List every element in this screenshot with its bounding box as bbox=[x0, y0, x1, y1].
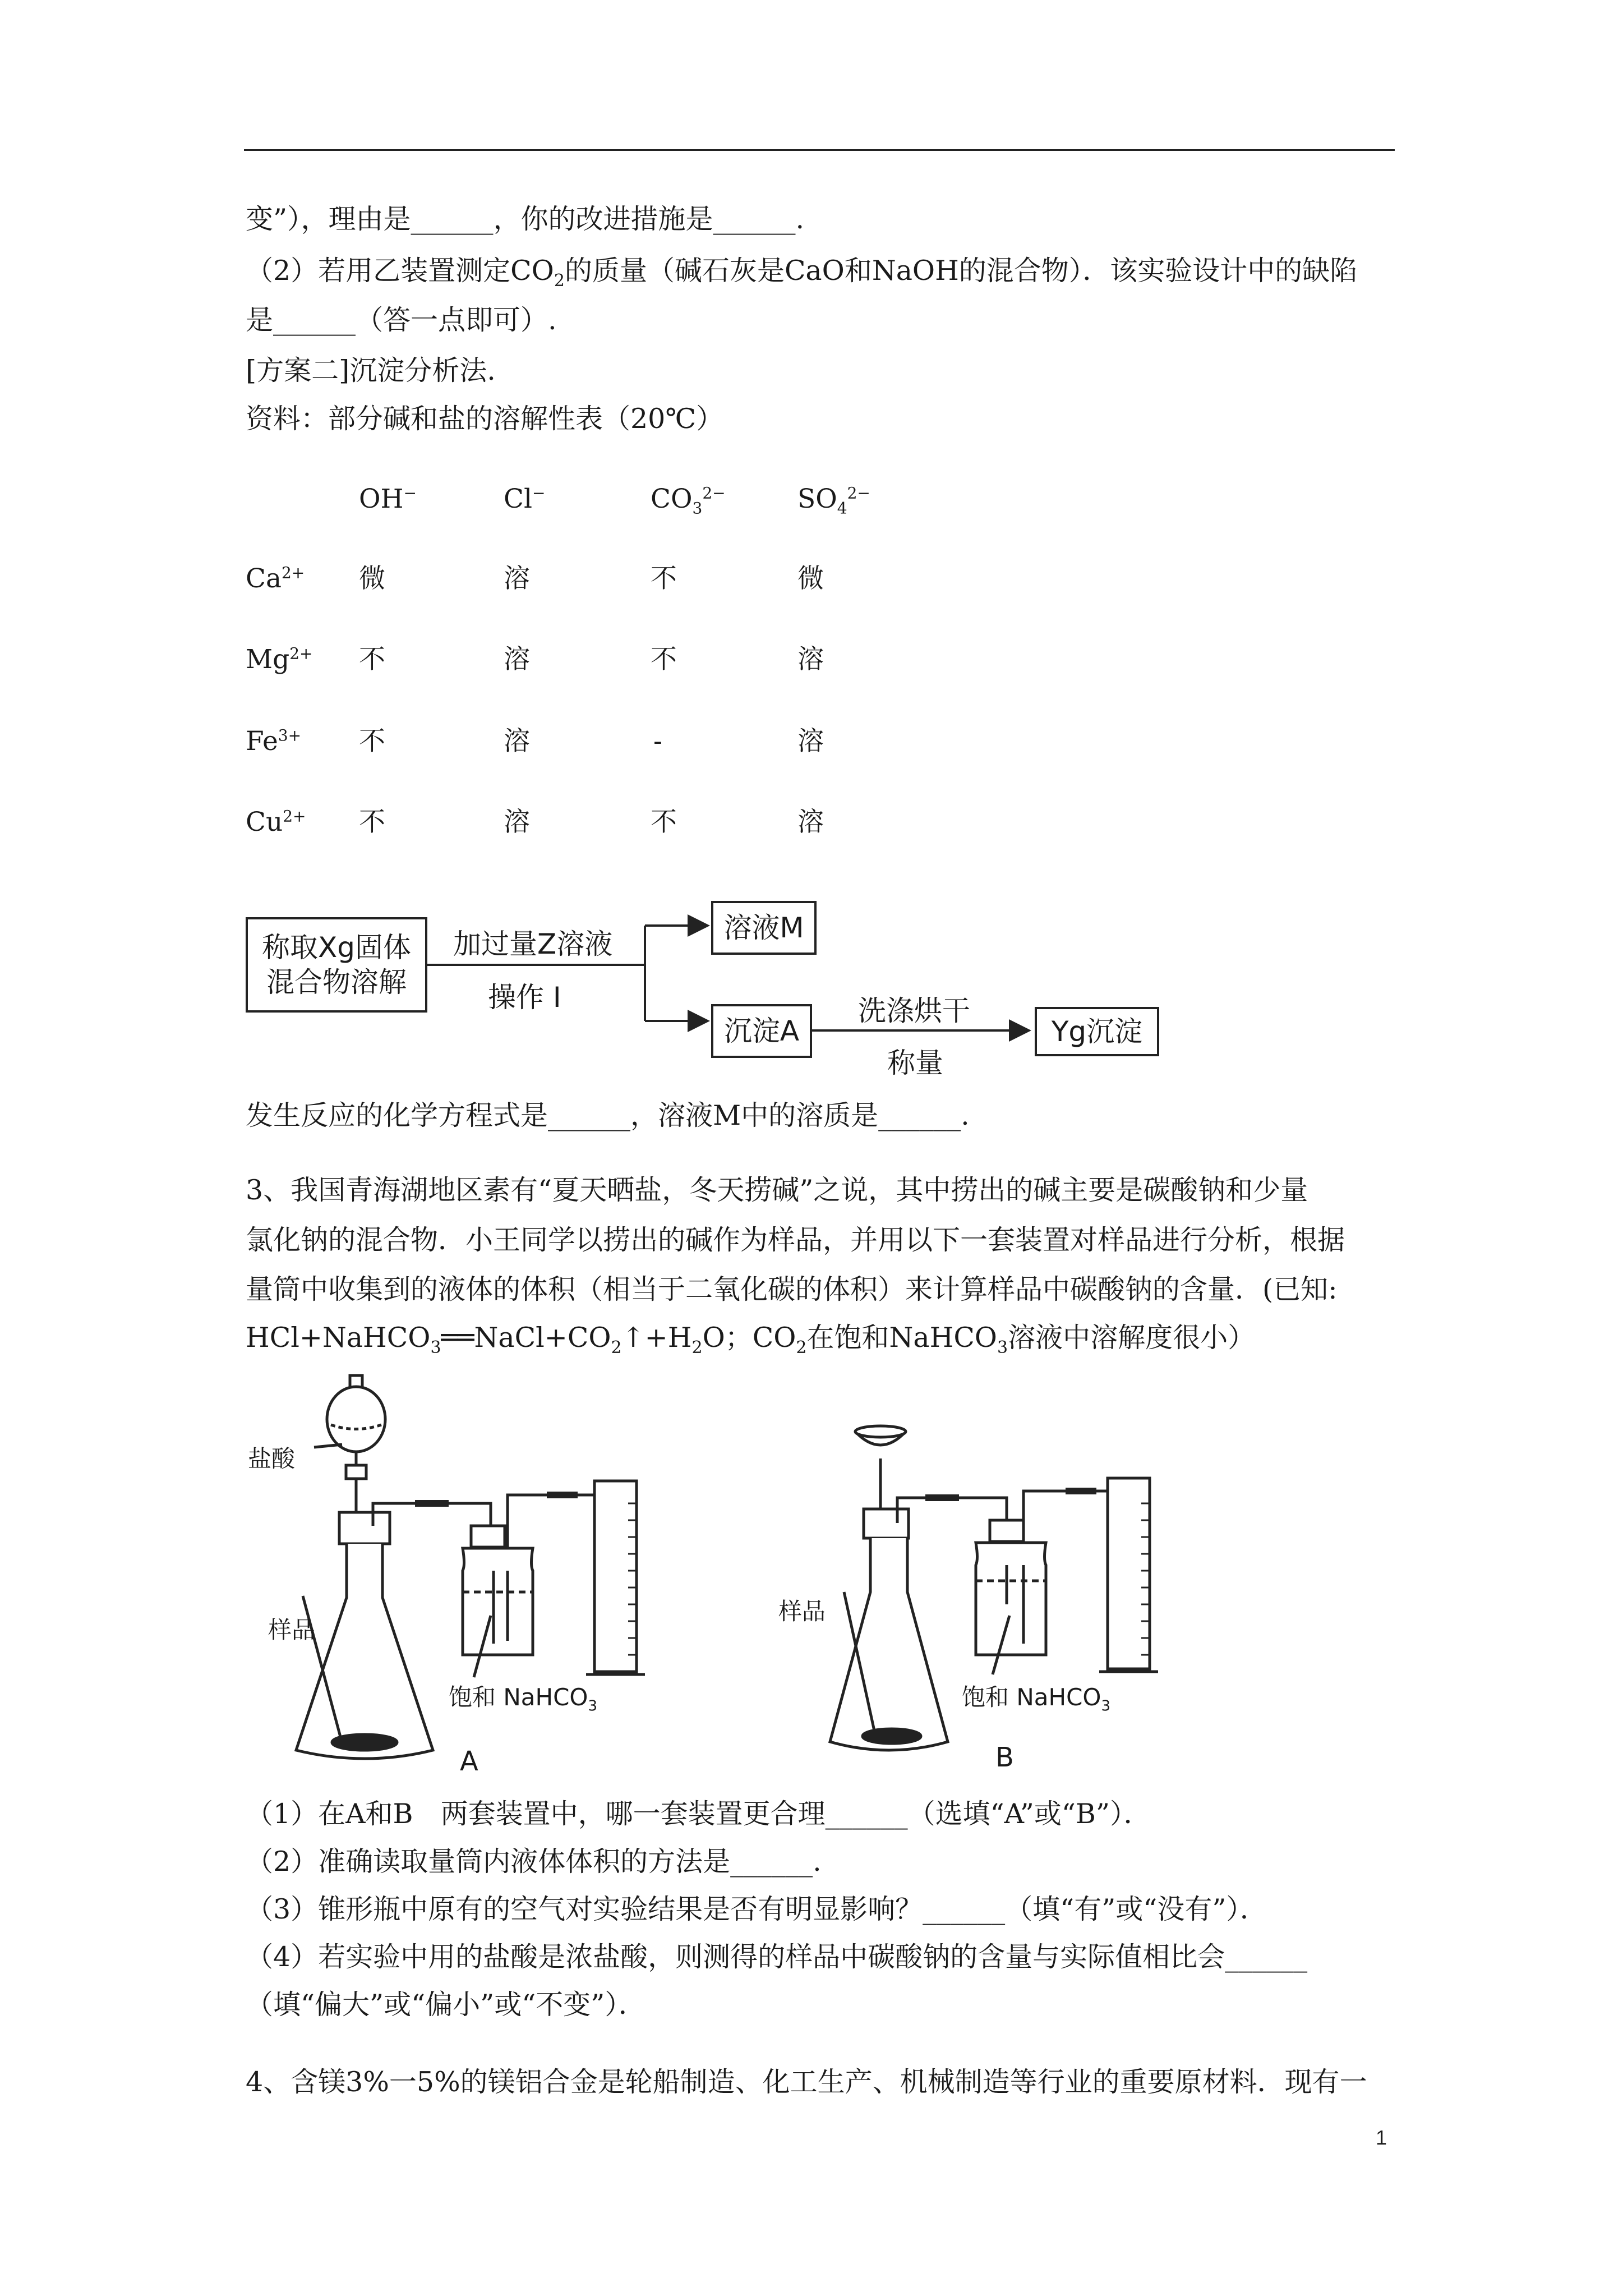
bottle-stopper-b bbox=[990, 1520, 1023, 1542]
label-sample-b: 样品 bbox=[778, 1598, 826, 1625]
table-header: OH− bbox=[359, 484, 417, 514]
gas-bottle-b bbox=[976, 1543, 1046, 1655]
text-line: 氯化钠的混合物．小王同学以捞出的碱作为样品，并用以下一套装置对样品进行分析，根据 bbox=[246, 1224, 1345, 1256]
table-cell: 溶 bbox=[797, 644, 824, 675]
sample-b bbox=[863, 1729, 921, 1743]
table-cell: - bbox=[653, 726, 662, 757]
table-cell: 溶 bbox=[797, 807, 824, 838]
flow-solution-box: 溶液M bbox=[711, 901, 817, 955]
measuring-cylinder-b bbox=[1108, 1478, 1150, 1669]
text-line: （1）在A和B 两套装置中，哪一套装置更合理______（选填“A”或“B”）． bbox=[246, 1798, 1151, 1830]
gas-bottle-a bbox=[463, 1548, 533, 1655]
flow-precip-box: 沉淀A bbox=[711, 1004, 812, 1058]
flow-result-box: Yg沉淀 bbox=[1035, 1007, 1159, 1056]
conical-flask-b bbox=[830, 1538, 948, 1750]
table-cell: 溶 bbox=[504, 807, 530, 838]
text-line: （2）准确读取量筒内液体体积的方法是______. bbox=[246, 1846, 822, 1878]
label-acid: 盐酸 bbox=[248, 1445, 296, 1473]
stopcock bbox=[346, 1465, 366, 1479]
text-line: [方案二]沉淀分析法. bbox=[246, 355, 496, 386]
text-line: 3、我国青海湖地区素有“夏天晒盐，冬天捞碱”之说，其中捞出的碱主要是碳酸钠和少量 bbox=[246, 1174, 1308, 1206]
flask-stopper-b bbox=[864, 1509, 909, 1538]
text-line: $HCl+NaHCO_3══NaCl+CO_2↑+H_2O$；$CO_2$在饱和NaHCO$_3$溶液中溶解度很小） bbox=[246, 1322, 1256, 1358]
text-line: 4、含镁3%一5%的镁铝合金是轮船制造、化工生产、机械制造等行业的重要原材料．现有一 bbox=[246, 2066, 1367, 2098]
table-cell: 不 bbox=[359, 807, 385, 838]
table-cell: 微 bbox=[359, 563, 385, 594]
table-cell: 溶 bbox=[504, 563, 530, 594]
label-saturated-b: 饱和 NaHCO$_3$ bbox=[962, 1683, 1111, 1715]
table-cell: 不 bbox=[651, 807, 677, 838]
label-saturated-a: 饱和 NaHCO$_3$ bbox=[449, 1683, 598, 1715]
flow-op-label: 操作 I bbox=[488, 981, 561, 1014]
table-cell: 微 bbox=[797, 563, 824, 594]
text-line: 是______（答一点即可）. bbox=[246, 304, 557, 336]
flow-start-box: 称取Xg固体 混合物溶解 bbox=[246, 917, 427, 1013]
table-row-ion: $Cu^{2+}$ bbox=[246, 807, 306, 838]
table-header: $SO_4^{2-}$ bbox=[797, 484, 870, 518]
table-header: $CO_3^{2-}$ bbox=[651, 484, 726, 518]
table-cell: 溶 bbox=[797, 726, 824, 757]
table-cell: 溶 bbox=[504, 644, 530, 675]
label-apparatus-a: A bbox=[460, 1746, 478, 1777]
text-line: 变”），理由是______，你的改进措施是______. bbox=[246, 203, 805, 235]
text-line: （3）锥形瓶中原有的空气对实验结果是否有明显影响？______（填“有”或“没有”）． bbox=[246, 1893, 1267, 1925]
table-header: Cl− bbox=[504, 484, 546, 514]
text-line: （填“偏大”或“偏小”或“不变”）． bbox=[246, 1989, 646, 2021]
text-line: 量筒中收集到的液体的体积（相当于二氧化碳的体积）来计算样品中碳酸钠的含量．(已知: bbox=[246, 1273, 1338, 1305]
separatory-funnel bbox=[327, 1387, 385, 1452]
table-cell: 不 bbox=[359, 644, 385, 675]
table-cell: 不 bbox=[651, 644, 677, 675]
flow-add-label: 加过量Z溶液 bbox=[453, 928, 613, 960]
label-sample-a: 样品 bbox=[268, 1616, 316, 1644]
table-cell: 不 bbox=[359, 726, 385, 757]
text-line: （2）若用乙装置测定$CO_2$的质量（碱石灰是CaO和NaOH的混合物）．该实验设计中的缺陷 bbox=[246, 255, 1358, 291]
flow-weigh-label: 称量 bbox=[887, 1047, 943, 1079]
flask-stopper bbox=[339, 1512, 390, 1544]
label-apparatus-b: B bbox=[995, 1742, 1014, 1773]
table-row-ion: $Fe^{3+}$ bbox=[246, 726, 302, 757]
bottle-stopper-a bbox=[471, 1526, 505, 1547]
table-cell: 不 bbox=[651, 563, 677, 594]
flow-wash-label: 洗涤烘干 bbox=[858, 995, 970, 1027]
table-row-ion: $Ca^{2+}$ bbox=[246, 563, 305, 594]
page-number: 1 bbox=[1376, 2126, 1387, 2149]
measuring-cylinder-a bbox=[594, 1481, 637, 1672]
table-row-ion: $Mg^{2+}$ bbox=[246, 644, 313, 675]
text-line: 资料：部分碱和盐的溶解性表（20℃） bbox=[246, 403, 724, 435]
text-line: 发生反应的化学方程式是______，溶液M中的溶质是______. bbox=[246, 1099, 970, 1131]
table-cell: 溶 bbox=[504, 726, 530, 757]
text-line: （4）若实验中用的盐酸是浓盐酸，则测得的样品中碳酸钠的含量与实际值相比会______ bbox=[246, 1941, 1308, 1973]
